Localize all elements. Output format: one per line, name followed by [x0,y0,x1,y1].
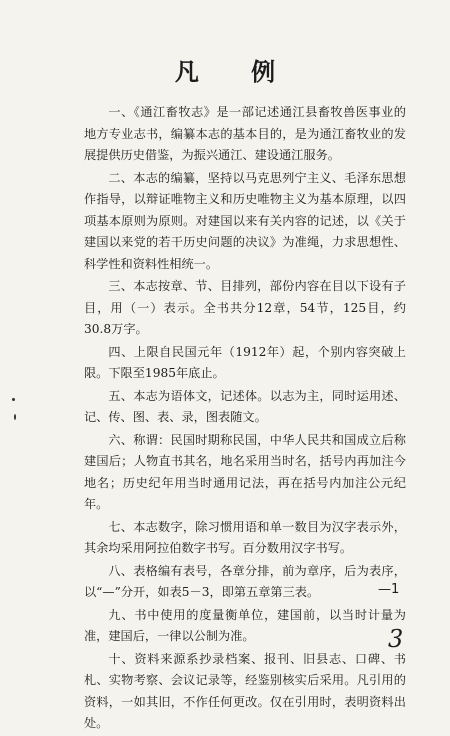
paragraph-4: 四、上限自民国元年（1912年）起，个别内容突破上限。下限至1985年底止。 [84,344,406,380]
document-body [84,102,406,736]
paragraph-2: 二、本志的编纂，坚持以马克思列宁主义、毛泽东思想作指导，以辩证唯物主义和历史唯物主义为基本原理，以四项基本原则为原则。对建国以来有关内容的记述，以《关于建国以来党的若干历史问题的决议》为准绳，力求思想性、科学性和资料性相统一。 [84,170,406,271]
paragraph-10: 十、资料来源系抄录档案、报刊、旧县志、口碑、书札、实物考察、会议记录等，经鉴别核实后采用。凡引用的资料，一如其旧，不作任何更改。仅在引用时，表明资料出处。 [84,651,406,730]
paragraph-6: 六、称谓：民国时期称民国，中华人民共和国成立后称建国后；人物直书其名，地名采用当时名，括号内再加注今地名；历史纪年用当时通用记法，再在括号内加注公元纪年。 [84,432,406,511]
paragraph-7: 七、本志数字，除习惯用语和单一数目为汉字表示外，其余均采用阿拉伯数字书写。百分数用汉字书写。 [84,519,406,555]
page-title: 凡 例 [174,57,298,86]
paragraph-3: 三、本志按章、节、目排列，部份内容在目以下设有子目，用（一）表示。全书共分12章，54节，125目，约30.8万字。 [84,279,406,336]
page-number: —1 [378,582,400,597]
paragraph-9: 九、书中使用的度量衡单位，建国前，以当时计量为准，建国后，一律以公制为准。 [84,607,406,643]
paragraph-5: 五、本志为语体文，记述体。以志为主，同时运用述、记、传、图、表、录，图表随文。 [84,388,406,424]
margin-speck [14,414,16,420]
paragraph-8: 八、表格编有表号，各章分排，前为章序，后为表序，以“—”分开，如表5－3，即第五章第三表。 [84,563,406,599]
margin-speck [12,398,15,401]
paragraph-1: 一、《通江畜牧志》是一部记述通江县畜牧兽医事业的地方专业志书，编纂本志的基本目的，是为通江畜牧业的发展提供历史借鉴，为振兴通江、建设通江服务。 [84,105,406,162]
handwritten-page-mark: 3 [388,625,404,653]
